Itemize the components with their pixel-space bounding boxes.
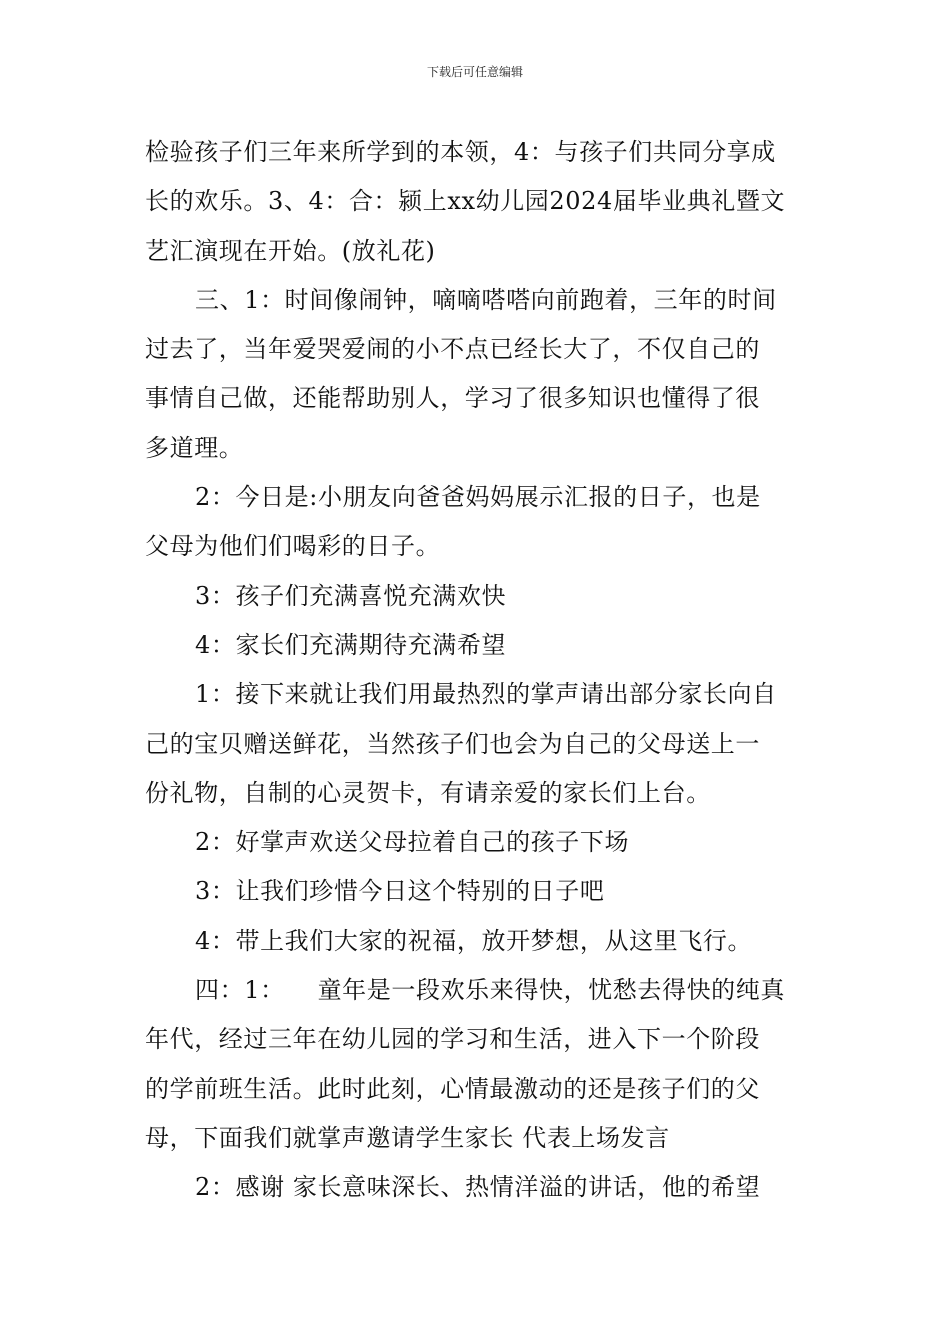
document-body [145,128,809,1213]
text-line: 长的欢乐。3、4：合：颍上xx幼儿园2024届毕业典礼暨文 [145,187,786,216]
text-line: 多道理。 [145,433,244,462]
text-line: 4：家长们充满期待充满希望 [195,630,507,659]
text-line: 过去了，当年爱哭爱闹的小不点已经长大了，不仅自己的 [145,335,760,364]
text-line: 四：1： 童年是一段欢乐来得快，忧愁去得快的纯真 [195,976,785,1005]
text-line: 艺汇演现在开始。(放礼花) [145,236,436,265]
text-line: 3：孩子们充满喜悦充满欢快 [195,581,507,610]
text-line: 年代，经过三年在幼儿园的学习和生活，进入下一个阶段 [145,1025,760,1054]
text-line: 1：接下来就让我们用最热烈的掌声请出部分家长向自 [195,680,777,709]
text-line: 检验孩子们三年来所学到的本领，4：与孩子们共同分享成 [145,138,776,166]
text-line: 父母为他们们喝彩的日子。 [145,532,441,561]
text-line: 2：感谢 家长意味深长、热情洋溢的讲话，他的希望 [195,1173,761,1202]
text-line: 4：带上我们大家的祝福，放开梦想，从这里飞行。 [195,926,753,955]
text-line: 2：今日是:小朋友向爸爸妈妈展示汇报的日子，也是 [195,483,761,512]
text-line: 3：让我们珍惜今日这个特别的日子吧 [195,877,605,906]
text-line: 三、1：时间像闹钟，嘀嘀嗒嗒向前跑着，三年的时间 [195,285,777,314]
page-header: 下载后可任意编辑 [426,65,523,79]
text-line: 母，下面我们就掌声邀请学生家长 代表上场发言 [145,1123,670,1152]
text-line: 的学前班生活。此时此刻，心情最激动的还是孩子们的父 [145,1074,760,1103]
text-line: 事情自己做，还能帮助别人，学习了很多知识也懂得了很 [145,384,760,413]
text-line: 2：好掌声欢送父母拉着自己的孩子下场 [195,828,630,857]
text-line: 己的宝贝赠送鲜花，当然孩子们也会为自己的父母送上一 [145,729,760,758]
text-line: 份礼物，自制的心灵贺卡，有请亲爱的家长们上台。 [145,778,711,807]
